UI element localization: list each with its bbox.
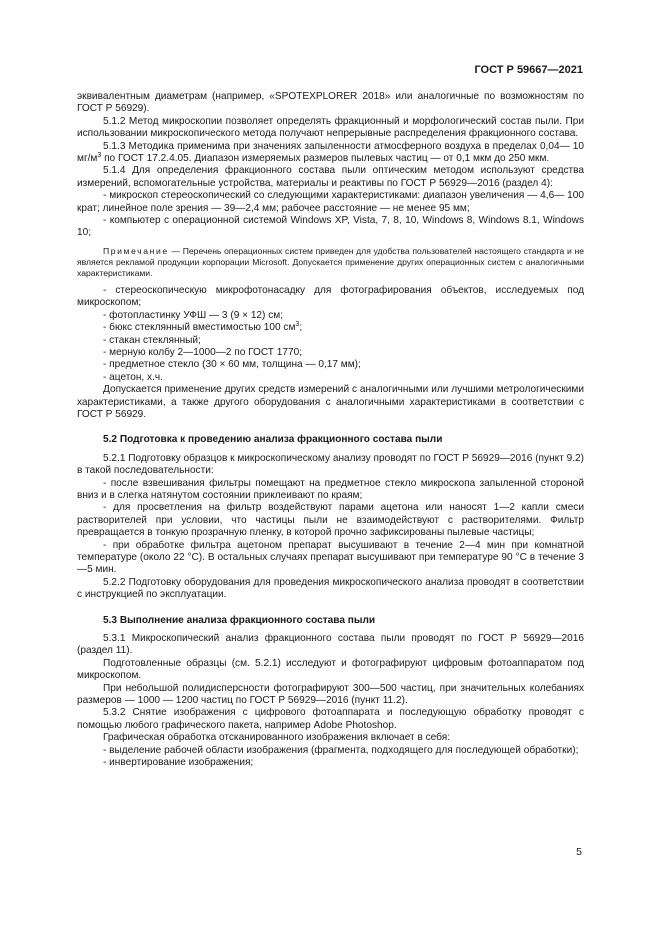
list-item: - мерную колбу 2—1000—2 по ГОСТ 1770; <box>103 346 303 358</box>
paragraph: Подготовленные образцы (см. 5.2.1) исследуют и фотографируют цифровым фотоаппаратом под микроскопом. <box>77 657 584 682</box>
paragraph: 5.2.1 Подготовку образцов к микроскопическому анализу проводят по ГОСТ Р 56929—2016 (пункт 9.2) в такой последовательности: <box>77 452 584 477</box>
paragraph: эквивалентным диаметрам (например, «SPOTEXPLORER 2018» или аналогичные по возможностям по ГОСТ Р 56929). <box>77 91 584 115</box>
superscript: 3 <box>295 321 300 329</box>
note-text: — Перечень операционных систем приведен для удобства пользователей настоящего стандарта и не является рекламой продукции корпорации Microsoft. Допускается применение других операционных систем с аналогичными характеристиками. <box>77 245 584 278</box>
paragraph: Допускается применение других средств измерений с аналогичными или лучшими метрологическими характеристиками, а также другого оборудования с аналогичными характеристиками в соответствии с ГОСТ Р 56929. <box>77 384 584 420</box>
list-item: - предметное стекло (30 × 60 мм, толщина — 0,17 мм); <box>103 359 361 371</box>
document-body <box>77 91 584 770</box>
list-item: - микроскоп стереоскопический со следующими характеристиками: диапазон увеличения — 4,6— 100 крат; линейное поле зрения — 39—2,4 мм; рабочее расстояние — не менее 95 мм; <box>77 190 584 214</box>
section-heading: 5.3 Выполнение анализа фракционного состава пыли <box>103 614 376 626</box>
list-item: - ацетон, х.ч. <box>103 371 163 383</box>
section-heading: 5.2 Подготовка к проведению анализа фракционного состава пыли <box>103 434 443 446</box>
note <box>77 246 584 279</box>
paragraph-text: 5.1.3 Методика применима при значениях запыленности атмосферного воздуха в пределах 0,04— 10 мг/м <box>77 140 584 165</box>
list-item-text: - бюкс стеклянный вместимостью 100 см <box>103 322 296 334</box>
paragraph: 5.3.2 Снятие изображения с цифрового фотоаппарата и последующую обработку проводят с помощью любого графического пакета, например Adobe Photoshop. <box>77 707 584 731</box>
list-item: - фотопластинку УФШ — 3 (9 × 12) см; <box>103 309 284 321</box>
paragraph: 5.1.2 Метод микроскопии позволяет определять фракционный и морфологический состав пыли. При использовании микроскопического метода получают непрерывные распределения фракционного состава. <box>77 115 584 140</box>
paragraph: 5.1.4 Для определения фракционного состава пыли оптическим методом используют средства измерений, вспомогательные устройства, материалы и реактивы по ГОСТ Р 56929—2016 (раздел 4): <box>77 165 584 189</box>
paragraph: 5.2.2 Подготовку оборудования для проведения микроскопического анализа проводят в соответствии с инструкцией по эксплуатации. <box>77 576 584 601</box>
page-number: 5 <box>576 846 582 858</box>
document-header: ГОСТ Р 59667—2021 <box>474 64 583 76</box>
paragraph: Графическая обработка отсканированного изображения включает в себя: <box>103 732 451 744</box>
paragraph-text: по ГОСТ 17.2.4.05. Диапазон измеряемых размеров пылевых частиц — от 0,1 мкм до 250 мкм. <box>101 153 550 165</box>
list-item: - при обработке фильтра ацетоном препарат высушивают в течение 2—4 мин при комнатной температуре (около 22 °С). В остальных случаях препарат высушивают при температуре 90 °С в течение 3—5 мин. <box>77 539 584 576</box>
list-item: - стереоскопическую микрофотонасадку для фотографирования объектов, исследуемых под микроскопом; <box>77 284 584 309</box>
list-item: - для просветления на фильтр воздействуют парами ацетона или наносят 1—2 капли смеси растворителей при условии, что частицы пыли не взаимодействуют с растворителями. Фильтр превращается в тонкую прозрачную пленку, в которой прочно зафиксированы пылевые частицы; <box>77 502 584 539</box>
superscript: 3 <box>97 152 102 160</box>
list-item: - компьютер с операционной системой Windows XP, Vista, 7, 8, 10, Windows 8, Windows 8.1, Windows 10; <box>77 215 584 239</box>
list-item: - инвертирование изображения; <box>103 757 254 769</box>
paragraph: 5.3.1 Микроскопический анализ фракционного состава пыли проводят по ГОСТ Р 56929—2016 (раздел 11). <box>77 633 584 657</box>
list-item: - после взвешивания фильтры помещают на предметное стекло микроскопа запыленной стороной вниз и в слегка натянутом состоянии приклеивают по краям; <box>77 477 584 501</box>
paragraph <box>77 141 584 166</box>
paragraph: При небольшой полидисперсности фотографируют 300—500 частиц, при значительных колебаниях размеров — 1000 — 1200 частиц по ГОСТ Р 56929—2016 (пункт 11.2). <box>77 682 584 707</box>
list-item <box>77 322 584 334</box>
list-item: - стакан стеклянный; <box>103 334 201 346</box>
note-label: Примечание <box>103 245 169 256</box>
list-item: - выделение рабочей области изображения (фрагмента, подходящего для последующей обработки); <box>103 744 579 756</box>
list-item-text: ; <box>299 322 303 334</box>
